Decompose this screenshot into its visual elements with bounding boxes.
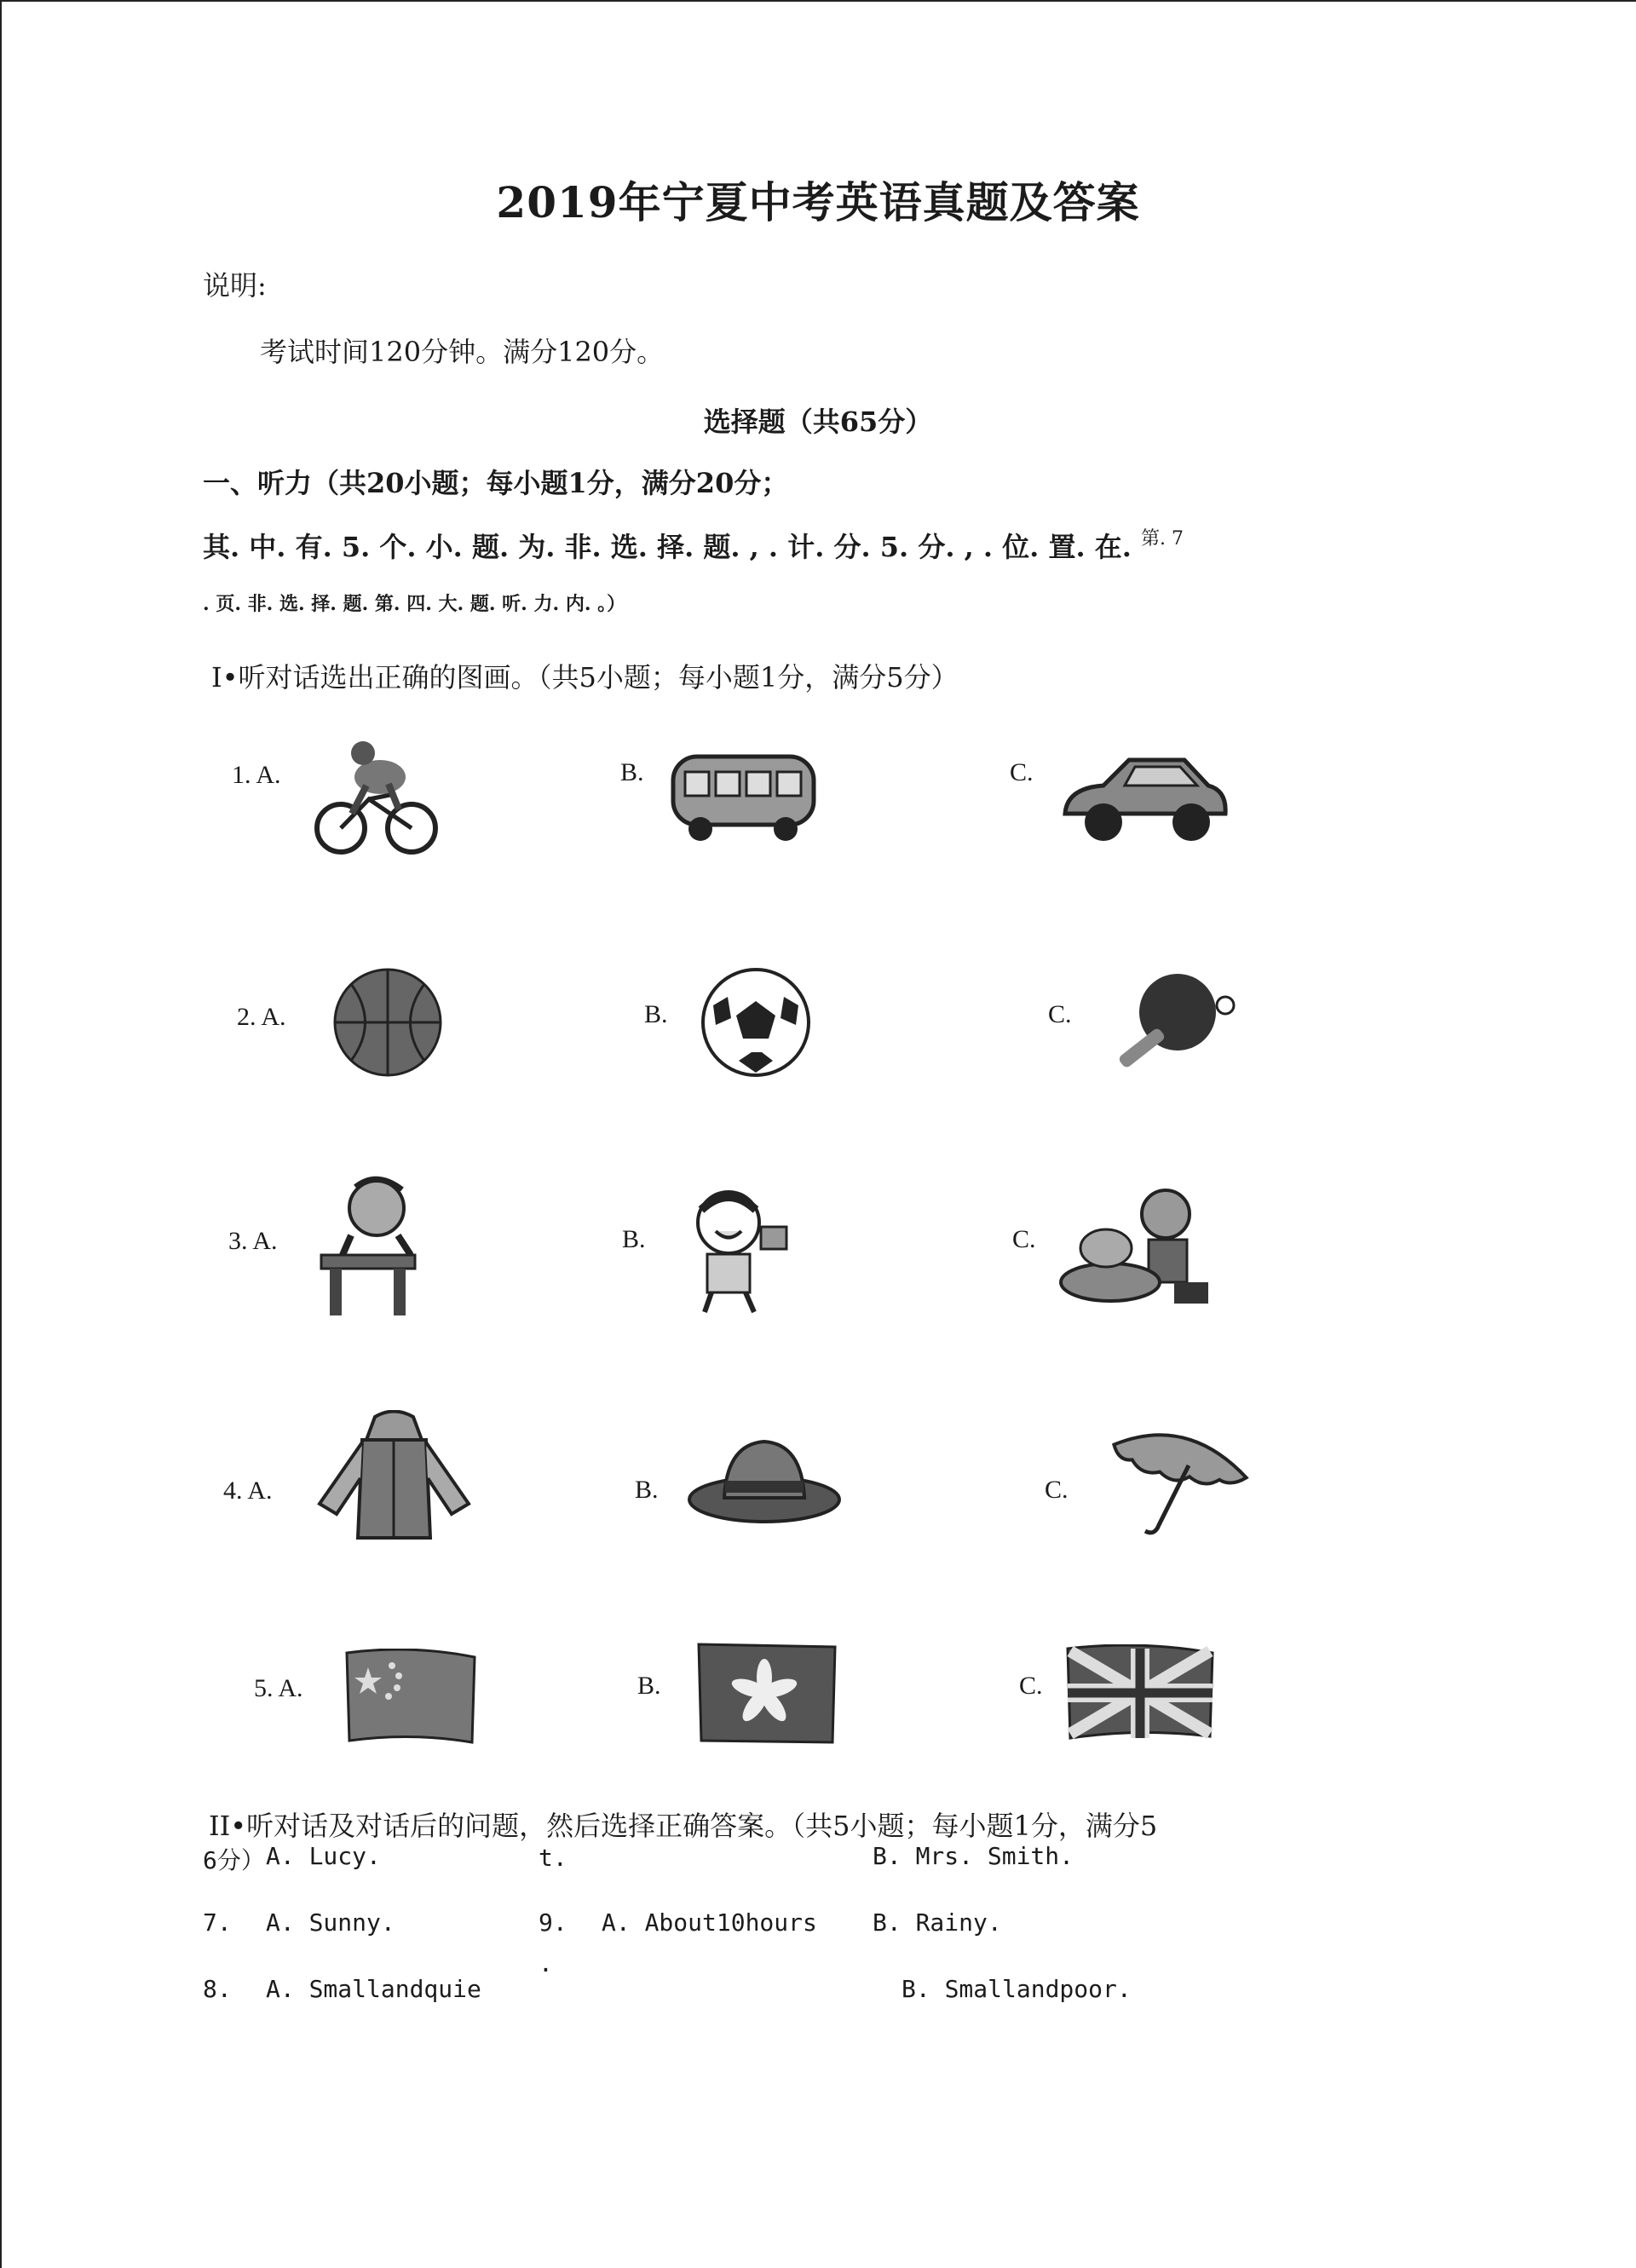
q5-label-a: 5. A.: [254, 1674, 303, 1702]
q3-label-b: B.: [622, 1225, 646, 1253]
ping-pong-paddle-icon: [1099, 971, 1236, 1082]
q7-option-b: B. Rainy.: [873, 1908, 1002, 1937]
q3-label-c: C.: [1012, 1225, 1036, 1253]
hat-icon: [686, 1431, 844, 1525]
car-icon: [1057, 750, 1231, 848]
umbrella-icon: [1108, 1427, 1253, 1542]
note-body: 考试时间120分钟。满分120分。: [260, 336, 665, 368]
boy-at-desk-icon: [317, 1174, 428, 1319]
q7-number: 7.: [203, 1908, 232, 1937]
part1-subheading: I•听对话选出正确的图画。（共5小题；每小题1分，满分5分）: [211, 661, 959, 694]
q1-label-c: C.: [1010, 758, 1034, 786]
part2-heading: II•听对话及对话后的问题，然后选择正确答案。（共5小题；每小题1分，满分5: [209, 1810, 1158, 1842]
q6-option-a: A. Lucy.: [266, 1842, 381, 1870]
q4-label-c: C.: [1045, 1476, 1069, 1504]
part1-heading: 一、听力（共20小题；每小题1分，满分20分；: [203, 467, 789, 499]
boy-waving-icon: [660, 1184, 797, 1316]
q2-label-a: 2. A.: [237, 1003, 286, 1031]
bus-icon: [666, 748, 820, 846]
q9-option-a: A. About10hours: [602, 1908, 817, 1937]
page-left-border: [0, 0, 2, 2268]
q4-label-b: B.: [635, 1476, 659, 1504]
q9-number: 9.: [539, 1908, 567, 1937]
q2-label-b: B.: [644, 1000, 668, 1028]
jacket-icon: [311, 1410, 477, 1542]
q6-number: 6分）: [203, 1846, 265, 1874]
hong-kong-flag-icon: [694, 1640, 838, 1747]
q1-label-a: 1. A.: [232, 761, 281, 789]
stray-dot: .: [539, 1949, 553, 1977]
china-flag-icon: [343, 1649, 479, 1747]
page-top-border: [0, 0, 1636, 2]
uk-flag-icon: [1063, 1644, 1217, 1742]
q5-label-b: B.: [637, 1672, 661, 1700]
part1-instruction-line2: . 页. 非. 选. 择. 题. 第. 四. 大. 题. 听. 力. 内. 。）: [203, 593, 626, 615]
q6-fragment: t.: [539, 1844, 567, 1872]
q7-option-a: A. Sunny.: [266, 1908, 395, 1937]
page-title: 2019年宁夏中考英语真题及答案: [496, 177, 1140, 227]
part1-instruction-text: 其. 中. 有. 5. 个. 小. 题. 为. 非. 选. 择. 题. , . 计. 分. 5. 分. , . 位. 置. 在.: [203, 531, 1132, 563]
part1-instruction-line: [203, 524, 1184, 565]
note-label: 说明:: [203, 269, 267, 302]
q3-label-a: 3. A.: [228, 1227, 278, 1255]
q1-label-b: B.: [620, 758, 644, 786]
section-heading: 选择题（共65分）: [703, 406, 933, 438]
q5-label-c: C.: [1019, 1672, 1043, 1700]
q6-option-b: B. Mrs. Smith.: [873, 1842, 1074, 1870]
q8-option-b: B. Smallandpoor.: [902, 1975, 1132, 2003]
q8-number: 8.: [203, 1975, 232, 2003]
q4-label-a: 4. A.: [223, 1477, 273, 1505]
q8-option-a: A. Smallandquie: [266, 1975, 481, 2003]
basketball-icon: [332, 967, 443, 1078]
soccer-ball-icon: [700, 967, 811, 1078]
boy-washing-icon: [1055, 1180, 1217, 1312]
q2-label-c: C.: [1048, 1000, 1072, 1028]
part1-instruction-sup: 第. 7: [1141, 528, 1184, 550]
cyclist-icon: [314, 733, 441, 856]
